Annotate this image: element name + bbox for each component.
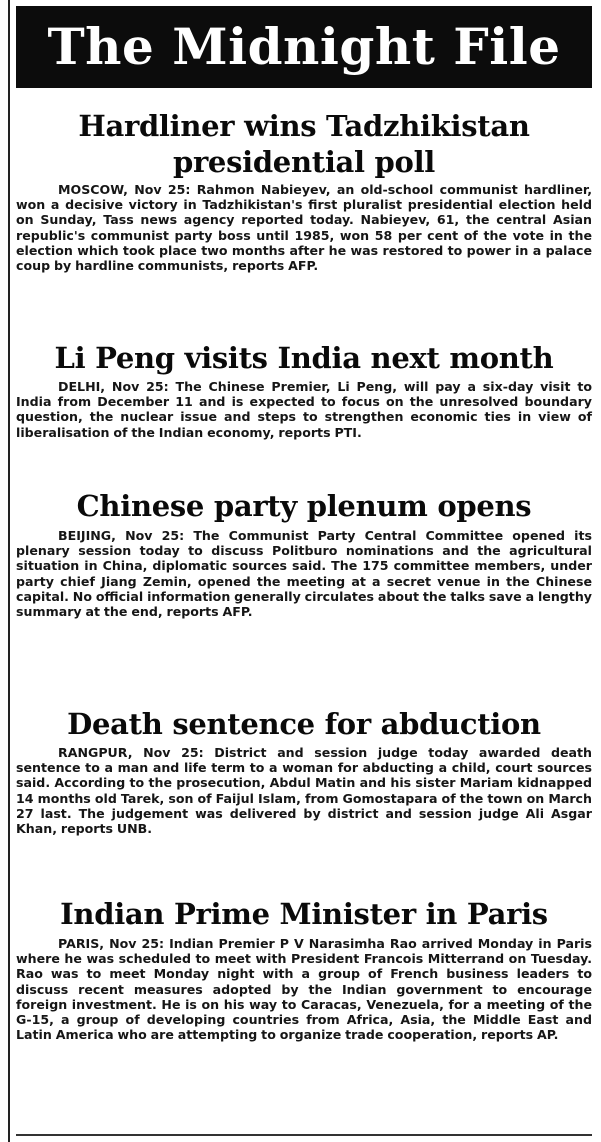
article-death-sentence bbox=[16, 706, 592, 836]
article-body: BEIJING, Nov 25: The Communist Party Central Committee opened its plenary session today to discuss Politburo nominations and the agricultural situation in China, diplomatic sources said. The 175 committee members, under party chief Jiang Zemin, opened the meeting at a secret venue in the Chinese capital. No official information generally circulates about the talks save a lengthy summary at the end, reports AFP. bbox=[16, 528, 592, 620]
article-tadzhikistan-poll bbox=[16, 108, 592, 273]
article-pm-in-paris bbox=[16, 896, 592, 1042]
article-body: MOSCOW, Nov 25: Rahmon Nabieyev, an old-school communist hardliner, won a decisive victory in Tadzhikistan's first pluralist presidential election held on Sunday, Tass news agency reported today. Nabieyev, 61, the central Asian republic's communist party boss until 1985, won 58 per cent of the vote in the election which took place two months after he was restored to power in a palace coup by hardline communists, reports AFP. bbox=[16, 182, 592, 274]
article-body: PARIS, Nov 25: Indian Premier P V Narasimha Rao arrived Monday in Paris where he was scheduled to meet with President Francois Mitterrand on Tuesday. Rao was to meet Monday night with a group of French business leaders to discuss recent measures adopted by the Indian government to encourage foreign investment. He is on his way to Caracas, Venezuela, for a meeting of the G-15, a group of developing countries from Africa, Asia, the Middle East and Latin America who are attempting to organize trade cooperation, reports AP. bbox=[16, 936, 592, 1043]
article-body: DELHI, Nov 25: The Chinese Premier, Li Peng, will pay a six-day visit to India from December 11 and is expected to focus on the unresolved boundary question, the nuclear issue and steps to strengthen economic ties in view of liberalisation of the Indian economy, reports PTI. bbox=[16, 379, 592, 440]
article-li-peng-visit bbox=[16, 340, 592, 440]
article-headline: Li Peng visits India next month bbox=[54, 341, 554, 375]
masthead-title: The Midnight File bbox=[47, 17, 561, 76]
article-headline: Hardliner wins Tadzhikistan presidential poll bbox=[78, 109, 530, 179]
article-headline: Indian Prime Minister in Paris bbox=[60, 897, 548, 931]
article-headline: Chinese party plenum opens bbox=[76, 489, 532, 523]
article-headline: Death sentence for abduction bbox=[67, 707, 541, 741]
bottom-rule bbox=[16, 1134, 592, 1136]
article-party-plenum bbox=[16, 488, 592, 619]
masthead-banner bbox=[16, 6, 592, 88]
article-body: RANGPUR, Nov 25: District and session judge today awarded death sentence to a man and life term to a woman for abducting a child, court sources said. According to the prosecution, Abdul Matin and his sister Mariam kidnapped 14 months old Tarek, son of Faijul Islam, from Gomostapara of the town on March 27 last. The judgement was delivered by district and session judge Ali Asgar Khan, reports UNB. bbox=[16, 745, 592, 837]
column-rule bbox=[8, 0, 10, 1142]
